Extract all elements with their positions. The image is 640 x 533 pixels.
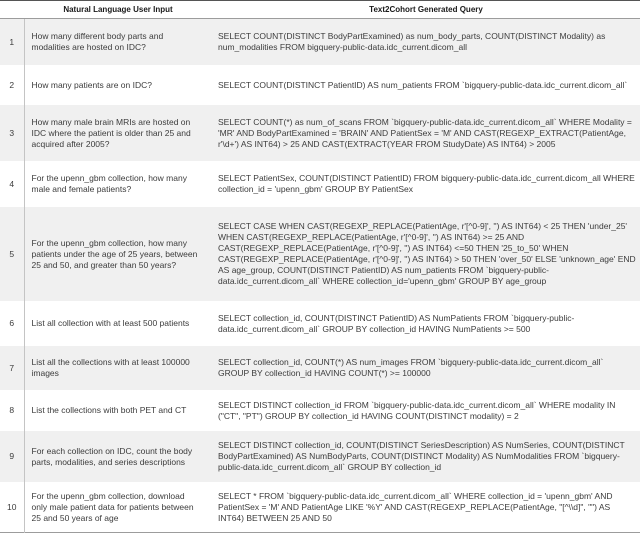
row-number: 2 [0, 65, 24, 105]
table-row [0, 161, 640, 207]
table-header-row [0, 1, 640, 19]
query-cell: SELECT PatientSex, COUNT(DISTINCT PatientID) FROM bigquery-public-data.idc_current.dicom_all WHERE collection_id = 'upenn_gbm' GROUP BY PatientSex [218, 173, 635, 194]
table-row [0, 301, 640, 346]
query-cell: SELECT collection_id, COUNT(DISTINCT PatientID) AS NumPatients FROM `bigquery-public-data.idc_current.dicom_all` GROUP BY collection_id HAVING NumPatients >= 500 [218, 312, 575, 334]
row-number: 8 [0, 390, 24, 431]
row-number: 10 [0, 482, 24, 533]
question-cell: How many male brain MRIs are hosted on IDC where the patient is older than 25 and acquired after 2005? [31, 116, 191, 149]
table-row [0, 65, 640, 105]
row-number: 1 [0, 19, 24, 66]
table-row [0, 390, 640, 431]
table-row [0, 207, 640, 301]
table-row [0, 19, 640, 66]
column-header-user-input: Natural Language User Input [24, 1, 212, 19]
query-cell: SELECT collection_id, COUNT(*) AS num_images FROM `bigquery-public-data.idc_current.dicom_all` GROUP BY collection_id HAVING COUNT(*) >= 100000 [218, 357, 604, 378]
query-cell: SELECT CASE WHEN CAST(REGEXP_REPLACE(PatientAge, r'[^0-9]', '') AS INT64) < 25 THEN 'under_25' WHEN CAST(REGEXP_REPLACE(PatientAge, r'[^0-9]', '') AS INT64) >= 25 AND CAST(REGEXP_REPLACE(PatientAge, r'[^0-9]', '') AS INT64) <=50 THEN '25_to_50' WHEN CAST(REGEXP_REPLACE(PatientAge, r'[^0-9]', '') AS INT64) > 50 THEN 'over_50' ELSE 'unknown_age' END AS age_group, COUNT(DISTINCT PatientID) AS num_patients FROM `bigquery-public-data.idc_current.dicom_all` WHERE collection_id='upenn_gbm' GROUP BY age_group [218, 221, 636, 286]
question-cell: How many patients are on IDC? [31, 79, 152, 90]
row-number: 7 [0, 346, 24, 390]
question-cell: For the upenn_gbm collection, how many male and female patients? [31, 173, 187, 194]
query-cell: SELECT COUNT(DISTINCT BodyPartExamined) as num_body_parts, COUNT(DISTINCT Modality) as num_modalities FROM bigquery-public-data.idc_current.dicom_all [218, 31, 606, 52]
row-number: 4 [0, 161, 24, 207]
table-row [0, 431, 640, 482]
column-header-generated-query: Text2Cohort Generated Query [212, 1, 640, 19]
row-number: 3 [0, 105, 24, 161]
question-cell: List all the collections with at least 100000 images [31, 357, 190, 378]
question-cell: How many different body parts and modalities are hosted on IDC? [31, 31, 164, 52]
question-cell: For the upenn_gbm collection, how many patients under the age of 25 years, between 25 and 50, and greater than 50 years? [31, 237, 198, 270]
query-cell: SELECT DISTINCT collection_id, COUNT(DISTINCT SeriesDescription) AS NumSeries, COUNT(DISTINCT BodyPartExamined) AS NumBodyParts, COUNT(DISTINCT Modality) AS NumModalities FROM `bigquery-public-data.idc_current.dicom_all` GROUP BY collection_id [218, 440, 625, 472]
query-cell: SELECT DISTINCT collection_id FROM `bigquery-public-data.idc_current.dicom_all` WHERE modality IN ("CT", "PT") GROUP BY collection_id HAVING COUNT(DISTINCT modality) = 2 [218, 399, 616, 421]
question-cell: List the collections with both PET and CT [31, 405, 187, 415]
table-row [0, 105, 640, 161]
table-row [0, 482, 640, 533]
query-cell: SELECT * FROM `bigquery-public-data.idc_current.dicom_all` WHERE collection_id = 'upenn_gbm' AND PatientSex = 'M' AND PatientAge LIKE '%Y' AND CAST(REGEXP_REPLACE(PatientAge, "[^\\d]", "") AS INT64) BETWEEN 25 AND 50 [218, 490, 613, 523]
row-number: 5 [0, 207, 24, 301]
column-header-index [0, 1, 24, 19]
query-cell: SELECT COUNT(*) as num_of_scans FROM `bigquery-public-data.idc_current.dicom_all` WHERE Modality = 'MR' AND BodyPartExamined = 'BRAIN' AND PatientSex = 'M' AND CAST(REGEXP_EXTRACT(PatientAge, r'\d+') AS INT64) > 25 AND CAST(EXTRACT(YEAR FROM StudyDate) AS INT64) > 2005 [218, 116, 632, 149]
question-cell: List all collection with at least 500 patients [31, 318, 190, 328]
question-cell: For the upenn_gbm collection, download only male patient data for patients between 25 and 50 years of age [31, 490, 194, 523]
question-cell: For each collection on IDC, count the body parts, modalities, and series descriptions [31, 445, 193, 467]
query-cell: SELECT COUNT(DISTINCT PatientID) AS num_patients FROM `bigquery-public-data.idc_current.dicom_all` [218, 79, 628, 90]
row-number: 6 [0, 301, 24, 346]
table-row [0, 346, 640, 390]
row-number: 9 [0, 431, 24, 482]
